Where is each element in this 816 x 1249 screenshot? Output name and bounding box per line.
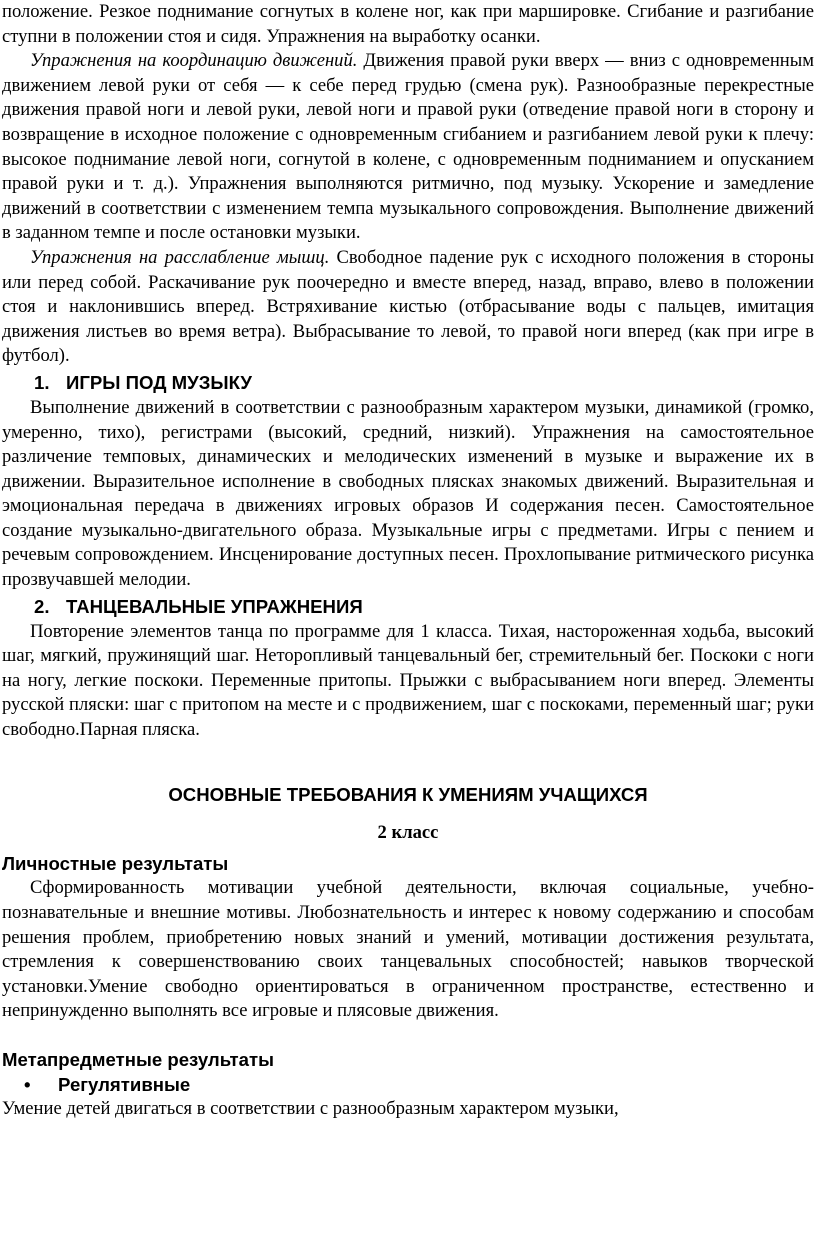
heading-music-games-number: 1. xyxy=(34,371,50,393)
heading-dance-exercises-text: ТАНЦЕВАЛЬНЫЕ УПРАЖНЕНИЯ xyxy=(66,595,363,617)
bullet-regulative xyxy=(2,1073,814,1098)
paragraph-regulative: Умение детей двигаться в соответствии с разнообразным характером музыки, xyxy=(2,1098,619,1120)
document-page xyxy=(2,0,814,1122)
relaxation-lead: Упражнения на расслабление мышц. xyxy=(30,246,330,268)
bullet-regulative-label: Регулятивные xyxy=(58,1073,191,1095)
heading-metasubject-results: Метапредметные результаты xyxy=(2,1048,274,1070)
coordination-lead: Упражнения на координацию движений. xyxy=(30,50,358,72)
paragraph-coordination xyxy=(2,49,814,246)
heading-music-games xyxy=(2,369,814,396)
heading-dance-exercises xyxy=(2,593,814,620)
coordination-body: Движения правой руки вверх — вниз с одновременным движением левой руки от себя — к себе перед грудью (смена рук). Разнообразные перекрестные движения правой ноги и левой руки, левой ноги и правой руки (отведение правой ноги в сторону и возвращение в исходное положение с одновременным сгибанием и разгибанием левой руки к плечу: высокое поднимание левой ноги, согнутой в колене, с одновременным подниманием и опусканием правой руки и т. д.). Упражнения выполняются ритмично, под музыку. Ускорение и замедление движений в соответствии с изменением темпа музыкального сопровождения. Выполнение движений в заданном темпе и после остановки музыки. xyxy=(2,50,814,244)
paragraph-relaxation xyxy=(2,246,814,369)
paragraph-music-games: Выполнение движений в соответствии с разнообразным характером музыки, динамикой (громко, умеренно, тихо), регистрами (высокий, средний, низкий). Упражнения на самостоятельное различение темповых, динамических и мелодических изменений в музыке и выражение их в движении. Выразительное исполнение в свободных плясках знакомых движений. Выразительная и эмоциональная передача в движениях игровых образов И содержания песен. Самостоятельное создание музыкально-двигательного образа. Музыкальные игры с предметами. Игры с пением и речевым сопровождением. Инсценирование доступных песен. Прохлопывание ритмического рисунка прозвучавшей мелодии. xyxy=(2,396,814,591)
heading-personal-results: Личностные результаты xyxy=(2,852,229,874)
paragraph-personal-results: Сформированность мотивации учебной деятельности, включая социальные, учебно-познавательные и внешние мотивы. Любознательность и интерес к новому содержанию и способам решения проблем, приобретению новых знаний и умений, мотивации достижения результата, стремления к совершенствованию своих танцевальных способностей; навыков творческой установки.Умение свободно ориентироваться в ограниченном пространстве, естественно и непринужденно выполнять все игровые и плясовые движения. xyxy=(2,877,814,1022)
heading-grade: 2 класс xyxy=(377,822,439,844)
heading-requirements: ОСНОВНЫЕ ТРЕБОВАНИЯ К УМЕНИЯМ УЧАЩИХСЯ xyxy=(168,783,648,805)
paragraph-dance-exercises: Повторение элементов танца по программе для 1 класса. Тихая, настороженная ходьба, высокий шаг, мягкий, пружинящий шаг. Неторопливый танцевальный бег, стремительный бег. Поскоки с ноги на ногу, легкие поскоки. Переменные притопы. Прыжки с выбрасыванием ноги вперед. Элементы русской пляски: шаг с притопом на месте и с продвижением, шаг с поскоками, переменный шаг; руки свободно.Парная пляска. xyxy=(2,620,814,741)
relaxation-body: Свободное падение рук с исходного положения в стороны или перед собой. Раскачивание рук поочередно и вместе вперед, назад, вправо, влево в положении стоя и наклонившись вперед. Встряхивание кистью (отбрасывание воды с пальцев, имитация движения листьев во время ветра). Выбрасывание то левой, то правой ноги вперед (как при игре в футбол). xyxy=(2,246,814,367)
bullet-dot-icon: • xyxy=(24,1073,31,1095)
heading-dance-exercises-number: 2. xyxy=(34,595,50,617)
paragraph-posture: положение. Резкое поднимание согнутых в колене ног, как при маршировке. Сгибание и разгибание ступни в положении стоя и сидя. Упражнения на выработку осанки. xyxy=(2,1,814,47)
heading-music-games-text: ИГРЫ ПОД МУЗЫКУ xyxy=(66,371,252,393)
